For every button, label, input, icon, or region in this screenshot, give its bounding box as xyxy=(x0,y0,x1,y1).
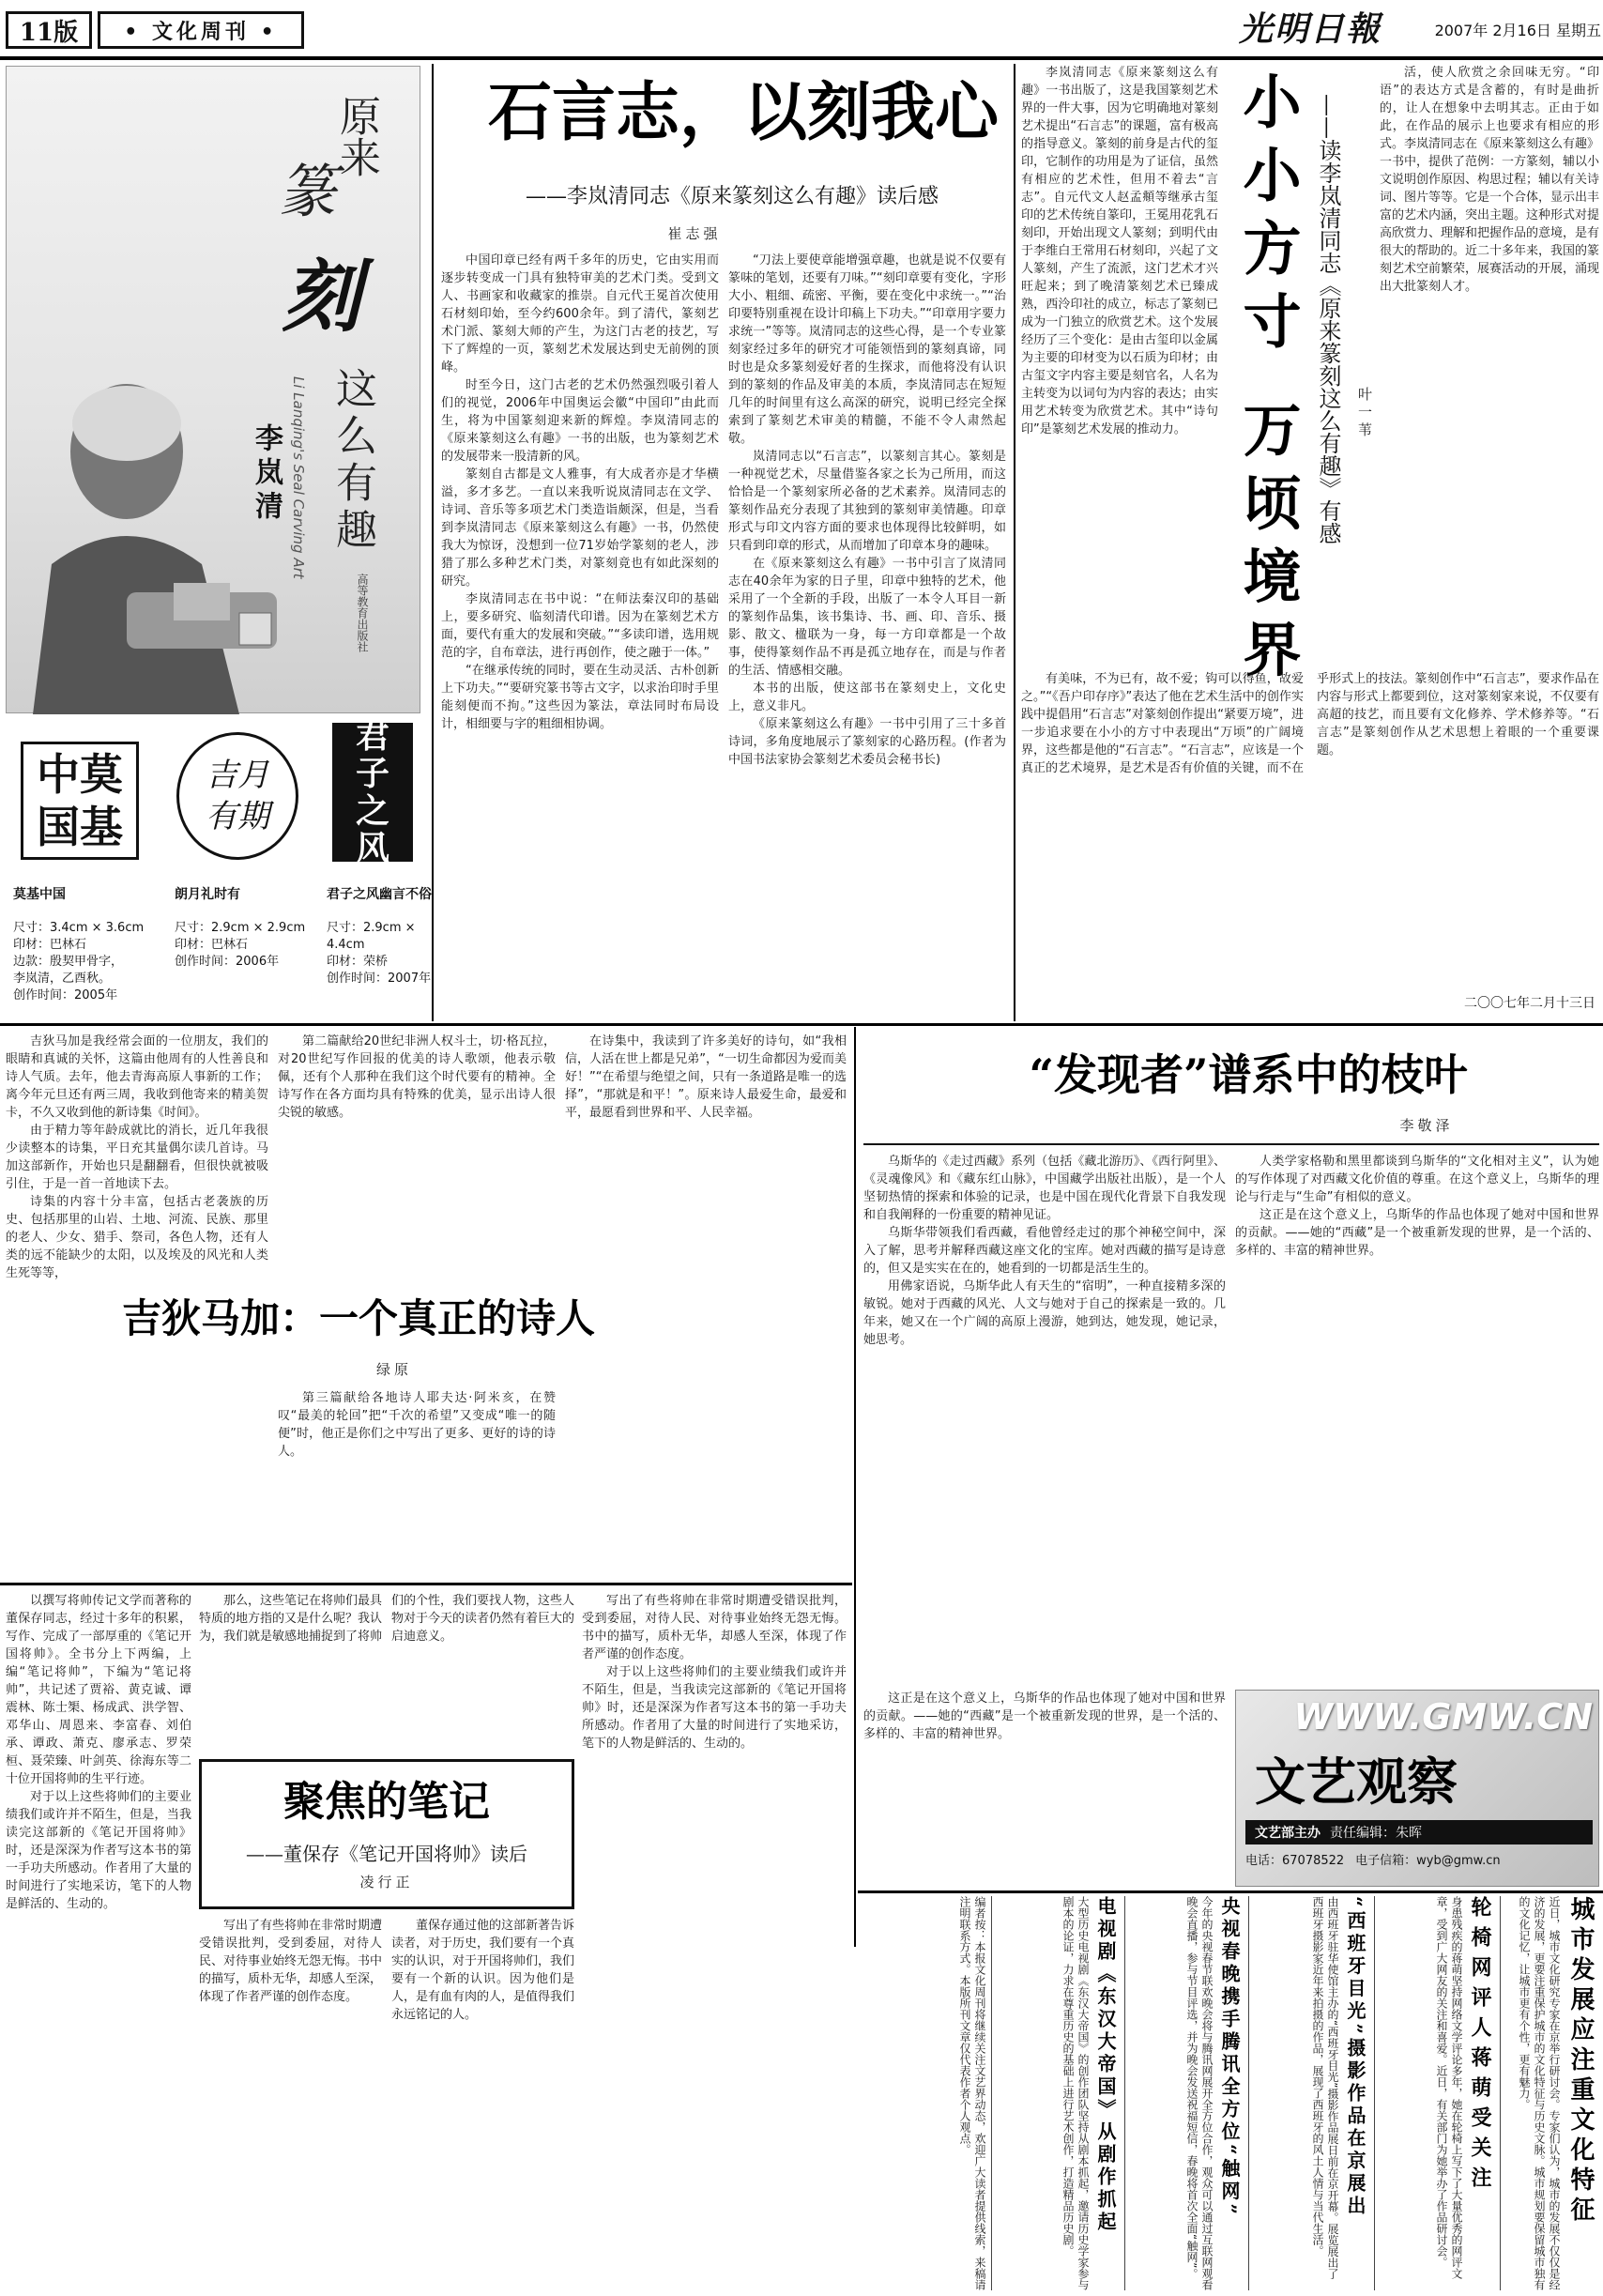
news-item-1 xyxy=(1500,1896,1599,2290)
article4-body-col2 xyxy=(1235,1153,1599,1688)
masthead-logo: 光明日報 xyxy=(1239,9,1382,49)
article1-para: 篆刻自古都是文人雅事，有大成者亦是才华横溢，多才多艺。一直以来我听说岚清同志在文学、诗词、音乐等多项艺术门类造诣颇深，但是，当看到李岚清同志《原来篆刻这么有趣》一书，仍然使我大为惊讶，没想到一位71岁始学篆刻的老人，涉猎了那么多种艺术门类，对篆刻竟也有如此深刻的研究。 xyxy=(441,467,719,589)
cover-title-b: 这么有趣 xyxy=(328,367,376,555)
gmw-phone: 电话：67078522 xyxy=(1245,1854,1345,1868)
article1-para: “在继承传统的同时，要在生动灵活、古朴创新上下功夫。”“要研究篆书等古文字，以求治印时手里能刻便而不拘。”这些因为篆法，章法同时布局设计，相细要与字的粗细相协调。 xyxy=(441,664,719,731)
news-5-title: 电视剧《东汉大帝国》从剧作抓起 xyxy=(1094,1896,1117,2234)
article1-subtitle: ——李岚清同志《原来篆刻这么有趣》读后感 xyxy=(526,185,939,208)
page-number-badge xyxy=(6,11,92,49)
article2-title: 小小方寸 万顷境界 xyxy=(1233,71,1302,693)
seal-image-3 xyxy=(332,716,413,868)
article2-right-text: 活，使人欣赏之余回味无穷。“印语”的表达方式是含蓄的，有时是曲折的，让人在想象中去明其志。正由于如此，在作品的展示上也要求有相应的形式。李岚清同志在《原来篆刻这么有趣》一书中，提供了范例：一方篆刻，辅以小文说明创作原因、构思过程；辅以有关诗词、图片等等。它是一个合体，显示出丰富的艺术内涵，突出主题。这种形式对提高欣赏力、理解和把握作品的意境，是有很大的帮助的。近二十多年来，我国的篆刻艺术空前繁荣，展赛活动的开展，涌现出大批篆刻人才。 xyxy=(1380,66,1600,294)
article1-para: 岚清同志以“石言志”，以篆刻言其心。篆刻是一种视觉艺术，尽量借鉴各家之长为己所用，而这恰恰是一个篆刻家所必备的艺术素养。岚清同志的篆刻作品充分表现了其独到的篆刻审美情趣。印章形式与印文内容方面的要求也体现得比较鲜明，如只看到印章的形式，从而增加了印章本身的趣味。 xyxy=(728,450,1006,553)
section-rule-2 xyxy=(0,1583,852,1585)
article3-para: 吉狄马加是我经常会面的一位朋友，我们的眼睛和真诚的关怀，这篇由他周有的人性善良和诗人气质。去年，他去青海高原人事新的工作；离今年元旦还有两三周，我收到他寄来的精美贺卡，不久又收到他的新诗集《时间》。 xyxy=(6,1034,268,1120)
article5-author: 凌行正 xyxy=(359,1874,414,1890)
news-6-body: 编者按：本报文化周刊将继续关注文艺界动态，欢迎广大读者提供线索，来稿请注明联系方式。本版所刊文章仅代表作者个人观点。 xyxy=(958,1896,986,2290)
news-3-title: “西班牙目光”摄影作品在京展出 xyxy=(1344,1896,1366,2219)
article5-title-box xyxy=(199,1759,574,1909)
article3-body-col2b xyxy=(278,1389,556,1577)
article5-title: 聚焦的笔记 xyxy=(283,1778,490,1826)
article1-body-col1 xyxy=(441,252,719,1014)
cover-pinyin: Li Lanqing's Seal Carving Art xyxy=(290,376,307,579)
seal-image-2 xyxy=(176,732,298,860)
article1-para: 《原来篆刻这么有趣》一书中引用了三十多首诗词，多角度地展示了篆刻家的心路历程。(作者为中国书法家协会篆刻艺术委员会秘书长) xyxy=(728,717,1006,767)
seal-1-glyphs: 中莫国基 xyxy=(37,749,123,852)
book-cover-image xyxy=(6,66,420,713)
article1-para: 时至今日，这门古老的艺术仍然强烈吸引着人们的视觉，2006年中国奥运会徽“中国印”由此而生，将为中国篆刻迎来新的辉煌。李岚清同志的《原来篆刻这么有趣》一书的出版，也为篆刻艺术的发展带来一股清新的风。 xyxy=(441,378,719,464)
seal-caption-1 xyxy=(13,869,163,1019)
article4-para: 这正是在这个意义上，乌斯华的作品也体现了她对中国和世界的贡献。——她的“西藏”是一个被重新发现的世界，是一个活的、多样的、丰富的精神世界。 xyxy=(1235,1208,1599,1258)
news-4-body: 今年的央视春节联欢晚会将与腾讯网展开全方位合作，观众可以通过互联网观看晚会直播，参与节目评选，并为晚会发送祝福短信，春晚将首次全面“触网”。 xyxy=(1185,1896,1214,2290)
article3-para: 第二篇献给20世纪非洲人权斗士，切·格瓦拉，对20世纪写作回报的优美的诗人歌颂，他表示敬佩，还有个人那种在我们这个时代要有的精神。全诗写作在各方面均具有特殊的优美，显示出诗人很尖锐的敏感。 xyxy=(278,1034,556,1120)
news-1-title: 城市发展应注重文化特征 xyxy=(1566,1896,1595,2227)
news-2-title: 轮椅网评人蒋萌受关注 xyxy=(1468,1896,1492,2197)
article3-para: 在诗集中，我读到了许多美好的诗句，如“我相信，人活在世上都是兄弟”，“一切生命都因为爱而美好！”“在希望与绝望之间，只有一条道路是唯一的选择”，“那就是和平！”。原来诗人最爱生命，最爱和平，最愿看到世界和平、人民幸福。 xyxy=(565,1034,847,1120)
article5-para: 以撰写将帅传记文学而著称的董保存同志，经过十多年的积累，写作、完成了一部厚重的《笔记开国将帅》。全书分上下两编，上编“笔记将帅”，下编为“笔记将帅”，共记述了贾裕、黄克诚、谭震林、陈士榘、杨成武、洪学智、邓华山、周恩来、李富春、刘伯承、谭政、萧克、廖承志、罗荣桓、聂荣臻、叶剑英、徐海东等二十位开国将帅的生平行迹。 xyxy=(6,1594,191,1786)
article4-title: “发现者”谱系中的枝叶 xyxy=(1029,1049,1468,1100)
news-item-6 xyxy=(860,1896,987,2290)
gmw-banner-title: 文艺观察 xyxy=(1255,1752,1458,1812)
gmw-editor: 责任编辑：朱晖 xyxy=(1330,1826,1422,1841)
author-portrait-photo xyxy=(14,348,277,714)
article1-para: 本书的出版，使这部书在篆刻史上，文化史上，意义非凡。 xyxy=(728,681,1006,713)
section-rule-1 xyxy=(0,1023,1603,1026)
article4-para: 人类学家格勒和黑里都谈到乌斯华的“文化相对主义”，认为她的写作体现了对西藏文化价值的尊重。在这个意义上，乌斯华的理论与行走与“生命”有相似的意义。 xyxy=(1235,1155,1599,1204)
article2-closing-date: 二〇〇七年二月十三日 xyxy=(1464,996,1595,1011)
article2-lower-text: 有美味，不为已有，故不爱；钩可以得鱼，故爱之。”“《吾户印存序》”表达了他在艺术生活中的创作实践中提倡用“石言志”对篆刻创作提出“紧要万境”，进一步追求要在小小的方寸中表现出“万顷”的广阔境界，这些都是他的“石言志”。“石言志”，应该是一个真正的艺术境界，是艺术是否有价值的关键，而不在乎形式上的技法。篆刻创作中“石言志”，要求作品在内容与形式上都要到位，这对篆刻家来说，不仅要有高超的技艺，而且要有文化修养、学术修养等。“石言志”是篆刻创作从艺术思想上着眼的一个重要课题。 xyxy=(1021,672,1599,775)
article1-author: 崔志强 xyxy=(667,225,722,242)
news-item-5 xyxy=(991,1896,1121,2290)
section-label: • 文化周刊 • xyxy=(124,20,278,44)
article5-para: 写出了有些将帅在非常时期遭受错误批判，受到委屈，对待人民、对待事业始终无怨无悔。书中的描写，质朴无华，却感人至深，体现了作者严谨的创作态度。 xyxy=(582,1594,847,1661)
section-rule-3 xyxy=(858,1890,1603,1893)
cover-title-seal-char: 篆 xyxy=(268,161,337,219)
article4-body-col1 xyxy=(863,1153,1226,1688)
gmw-contact xyxy=(1245,1850,1596,1873)
article1-para: 李岚清同志在书中说：“在师法秦汉印的基础上，要多研究、临刻清代印谱。因为在篆刻艺术方面，要代有重大的发展和突破。”“多读印谱，选用规范的字，自布章法，进行再创作，使之融于一体。” xyxy=(441,592,719,660)
article5-body-col4 xyxy=(582,1592,847,2290)
article1-para: “刀法上要使章能增强章趣，也就是说不仅要有篆味的笔划，还要有刀味。”“刻印章要有变化，字形大小、粗细、疏密、平衡，要在变化中求统一。”“治印要特别重视在设计印稿上下功夫。”“印章用字要力求统一”等等。岚清同志的这些心得，是一个专业篆刻家经过多年的研究才可能领悟到的篆刻真谛，同时也是众多篆刻爱好者的生探求，而他将没有认识到的篆刻的作品及审美的本质，李岚清同志在短短几年的时间里有这么高深的研究，说明已经完全探索到了篆刻艺术审美的精髓，不能不令人肃然起敬。 xyxy=(728,253,1006,446)
article5-para: 写出了有些将帅在非常时期遭受错误批判，受到委屈，对待人民、对待事业始终无怨无悔。书中的描写，质朴无华，却感人至深，体现了作者严谨的创作态度。 xyxy=(199,1919,383,2004)
article3-author: 绿原 xyxy=(375,1361,412,1378)
seal-caption-3 xyxy=(327,869,439,1010)
header-rule xyxy=(0,56,1603,60)
gmw-url[interactable]: WWW.GMW.CN xyxy=(1293,1696,1593,1737)
short-news-area xyxy=(860,1896,1599,2290)
news-item-2 xyxy=(1374,1896,1496,2290)
article1-para: 中国印章已经有两千多年的历史，它由实用而逐步转变成一门具有独特审美的艺术门类。受到文人、书画家和收藏家的推崇。自元代王冕首次使用石材刻印始，至今约600余年。到了清代，篆刻艺术门派、篆刻大师的产生，为这门古老的技艺，写下了辉煌的一页，篆刻艺术发展达到史无前例的顶峰。 xyxy=(441,253,719,375)
gmw-dept: 文艺部主办 xyxy=(1255,1826,1321,1841)
seal-2-caption-title: 朗月礼时有 xyxy=(175,887,240,902)
article1-para: 在《原来篆刻这么有趣》一书中引言了岚清同志在40余年为家的日子里，印章中独特的艺术，他采用了一个全新的手段，出版了一本令人耳目一新的篆刻作品集，该书集诗、书、画、印、音乐、摄影、散文、楹联为一身，每一方印章都是一个故事，使得篆刻作品不再是孤立地存在，而是与作者的生活、情感相交融。 xyxy=(728,557,1006,678)
seal-image-1 xyxy=(21,742,139,860)
gmw-banner[interactable] xyxy=(1235,1690,1599,1887)
article2-body-upper xyxy=(1021,64,1218,665)
article4-body-col1b xyxy=(863,1690,1226,1887)
column-divider-3 xyxy=(854,1027,856,1947)
article3-para: 第三篇献给各地诗人耶夫达·阿米亥，在赞叹“最美的轮回”把“千次的希望”又变成“唯一的随便”时，他正是你们之中写出了更多、更好的诗的诗人。 xyxy=(278,1391,556,1459)
article5-para: 对于以上这些将帅们的主要业绩我们或许并不陌生，但是，当我读完这部新的《笔记开国将帅》时，还是深深为作者写这本书的第一手功夫所感动。作者用了大量的时间进行了实地采访，笔下的人物是鲜活的、生动的。 xyxy=(6,1790,191,1911)
article5-subtitle: ——董保存《笔记开国将帅》读后 xyxy=(246,1843,527,1865)
page-number: 11版 xyxy=(19,18,79,47)
seal-3-caption-title: 君子之风幽言不俗 xyxy=(327,887,432,902)
article5-body-col2 xyxy=(199,1592,574,1752)
seal-2-caption-text: 尺寸：2.9cm × 2.9cm 印材：巴林石 创作时间：2006年 xyxy=(175,921,306,969)
article1-body-col2 xyxy=(728,252,1006,1014)
column-divider-2 xyxy=(1014,64,1015,1021)
seal-caption-2 xyxy=(175,869,325,982)
news-item-4 xyxy=(1124,1896,1244,2290)
news-1-body: 近日，城市文化研究专家在京举行研讨会。专家们认为，城市的发展不仅仅是经济的发展，更要注重保护城市的文化特征与历史文脉。城市规划要保留城市独有的文化记忆，让城市更有个性，更有魅力。 xyxy=(1518,1896,1561,2290)
article2-body-lower xyxy=(1021,670,1599,989)
news-2-body: 身患残疾的蒋萌坚持网络文学评论多年，她在轮椅上写下了大量优秀的网评文章，受到广大网友的关注和喜爱。近日，有关部门为她举办了作品研讨会。 xyxy=(1435,1896,1463,2279)
page-header xyxy=(0,0,1603,58)
seal-3-caption-text: 尺寸：2.9cm × 4.4cm 印材：荣桥 创作时间：2007年 xyxy=(327,921,432,986)
article2-body-right xyxy=(1380,64,1599,665)
article2-author: 叶一苇 xyxy=(1356,386,1373,440)
news-item-3 xyxy=(1248,1896,1370,2290)
cover-publisher: 高等教育出版社 xyxy=(356,574,369,652)
news-3-body: 由西班牙驻华使馆主办的“西班牙目光”摄影作品展日前在京开幕。展览展出了西班牙摄影家近年来拍摄的作品，展现了西班牙的风土人情与当代生活。 xyxy=(1311,1896,1339,2280)
article2-subtitle: ——读李岚清同志《原来篆刻这么有趣》有感 xyxy=(1315,94,1341,544)
article3-body-col2 xyxy=(278,1033,556,1277)
cover-title-carve-char: 刻 xyxy=(269,254,362,333)
seal-3-glyphs: 君子之风 xyxy=(355,716,389,868)
issue-date: 2007年 2月16日 星期五 xyxy=(1434,22,1601,39)
column-divider-1 xyxy=(432,64,434,1021)
gmw-email: 电子信箱：wyb@gmw.cn xyxy=(1355,1854,1501,1868)
article4-title-box xyxy=(863,1033,1599,1145)
article2-upper-text: 李岚清同志《原来篆刻这么有趣》一书出版了，这是我国篆刻艺术界的一件大事，因为它明确地对篆刻艺术提出“石言志”的课题，富有极高的指导意义。篆刻的前身是古代的玺印，它制作的功用是为了证信，虽然有相应的艺术性，但用不着去“言志”。自元代文人赵孟頫等继承古玺印的艺术传统自篆印，王冕用花乳石刻印，开始出现文人篆刻；到明代由于李维白王常用石材刻印，兴起了文人篆刻，产生了流派，这门艺术才兴旺起来；到了晚清篆刻艺术已臻成熟，西泠印社的成立，标志了篆刻已成为一门独立的欣赏艺术。这个发展经历了三个变化：是由古玺印以金属为主要的印材变为以石质为印材；由古玺文字内容主要是刻官名，人名为主转变为以词句为内容的表达；由实用艺术转变为欣赏艺术。其中“诗句印”是篆刻艺术发展的推动力。 xyxy=(1021,66,1218,436)
article1-title: 石言志，以刻我心 xyxy=(488,75,1000,150)
article4-para: 乌斯华的《走过西藏》系列（包括《藏北游历》、《西行阿里》、《灵魂像风》和《藏东红山脉》，中国藏学出版社出版），是一个人坚韧热情的探索和体验的记录，也是中国在现代化背景下自我发现和自我阐释的一份重要的精神见证。 xyxy=(863,1155,1226,1222)
cover-title-a: 原来 xyxy=(332,95,380,177)
article4-para: 乌斯华带领我们看西藏，看他曾经走过的那个神秘空间中，深入了解，思考并解释西藏这座文化的宝库。她对西藏的描写是诗意的，但又是实实在在的，她看到的一切都是活生生的。 xyxy=(863,1226,1226,1276)
article3-title: 吉狄马加：一个真正的诗人 xyxy=(122,1286,704,1352)
section-label-box xyxy=(98,11,304,49)
article4-author: 李敬泽 xyxy=(1399,1117,1454,1134)
article5-para: 那么，这些笔记在将帅们最具特质的地方指的又是什么呢？我认为，我们就是敏感地捕捉到了将帅们的个性，我们要找人物，这些人物对于今天的读者仍然有着巨大的启迪意义。 xyxy=(199,1594,575,1644)
news-4-title: 央视春晚携手腾讯全方位“触网” xyxy=(1218,1896,1241,2219)
article5-para: 对于以上这些将帅们的主要业绩我们或许并不陌生，但是，当我读完这部新的《笔记开国将帅》时，还是深深为作者写这本书的第一手功夫所感动。作者用了大量的时间进行了实地采访，笔下的人物是鲜活的、生动的。 xyxy=(582,1665,847,1751)
seal-1-caption-title: 莫基中国 xyxy=(13,887,66,902)
seal-2-glyphs: 吉月有期 xyxy=(206,757,269,835)
article4-para: 用佛家语说，乌斯华此人有天生的“宿明”，一种直接精多深的敏锐。她对于西藏的风光、人文与她对于自己的探索是一致的。几年来，她又在一个广阔的高原上漫游，她到达，她发现，她记录，她思考。 xyxy=(863,1279,1226,1347)
article5-body-col1 xyxy=(6,1592,191,2290)
gmw-dept-bar xyxy=(1245,1820,1593,1844)
news-5-body: 大型历史电视剧《东汉大帝国》的创作团队坚持从剧本抓起，邀请历史学家参与剧本的论证，力求在尊重历史的基础上进行艺术创作，打造精品历史剧。 xyxy=(1061,1896,1090,2290)
article4-para-cont: 这正是在这个意义上，乌斯华的作品也体现了她对中国和世界的贡献。——她的“西藏”是一个被重新发现的世界，是一个活的、多样的、丰富的精神世界。 xyxy=(863,1691,1226,1741)
article5-para: 董保存通过他的这部新著告诉读者，对于历史，我们要有一个真实的认识，对于开国将帅们，我们要有一个新的认识。因为他们是人，是有血有肉的人，是值得我们永远铭记的人。 xyxy=(391,1919,575,2022)
article5-body-col3 xyxy=(199,1917,574,2290)
cover-author: 李岚清 xyxy=(250,423,282,525)
article3-para: 诗集的内容十分丰富，包括古老袭族的历史、包括那里的山岩、土地、河流、民族、那里的老人、少女、猎手、祭司，各色人物，还有人类的远不能缺少的太阳，以及埃及的风光和人类生死等等， xyxy=(6,1195,268,1280)
article3-para: 由于精力等年龄成就比的消长，近几年我很少读整本的诗集，平日充其量偶尔读几首诗。马加这部新作，开始也只是翻翻看，但很快就被吸引住，于是一首一首地读下去。 xyxy=(6,1124,268,1191)
seal-1-caption-text: 尺寸：3.4cm × 3.6cm 印材：巴林石 边款：殷契甲骨字， 李岚清，乙酉秋。 创作时间：2005年 xyxy=(13,921,145,1003)
